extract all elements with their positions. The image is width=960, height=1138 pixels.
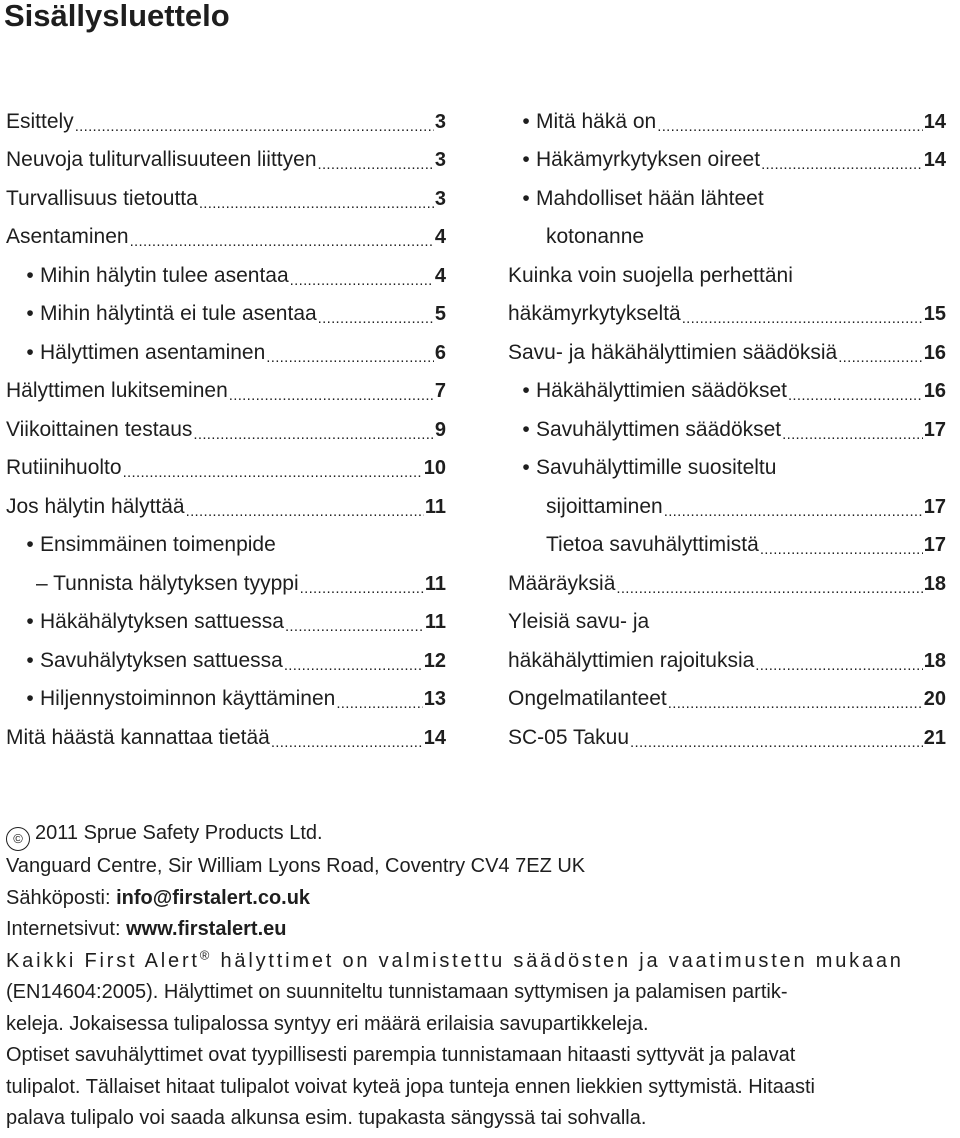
copyright-text: 2011 Sprue Safety Products Ltd. (35, 822, 323, 844)
footer (6, 818, 956, 1135)
toc-entry-label (536, 110, 656, 134)
toc-page-number: 11 (424, 611, 446, 633)
toc-entry-label (40, 533, 276, 557)
toc-entry-text: Rutiinihuolto (6, 456, 122, 479)
bullet-icon: • (522, 456, 530, 479)
toc-entry[interactable] (508, 447, 946, 486)
toc-entry[interactable] (6, 331, 446, 370)
toc-entry-label (6, 456, 122, 480)
leader-dots (664, 495, 923, 519)
toc-entry-label (6, 187, 198, 211)
leader-dots (271, 726, 423, 750)
toc-page-number: 5 (434, 303, 446, 325)
bullet-icon: • (26, 648, 34, 672)
email-link[interactable]: info@firstalert.co.uk (116, 886, 311, 909)
toc-page-number: 3 (434, 187, 446, 210)
toc-page-number: 14 (423, 726, 446, 749)
toc-page-number: 16 (923, 341, 946, 364)
toc-entry-label (536, 418, 781, 442)
toc-entry[interactable] (6, 293, 446, 332)
registered-mark: ® (199, 946, 213, 962)
leader-dots (193, 418, 433, 442)
toc-entry-text: – Tunnista hälytyksen tyyppi (36, 571, 299, 595)
bullet-icon: • (522, 148, 530, 171)
toc-entry-text: Mihin hälytin tulee asentaa (40, 263, 289, 287)
copyright-icon: © (6, 827, 30, 851)
toc-entry[interactable] (6, 177, 446, 216)
toc-page-number: 4 (434, 264, 446, 287)
leader-dots (186, 495, 424, 519)
toc-page-number: 17 (923, 418, 946, 441)
bullet-icon: • (26, 687, 34, 710)
leader-dots (318, 302, 434, 326)
toc-entry-text: häkähälyttimien rajoituksia (508, 648, 755, 672)
toc-entry-text: Hiljennystoiminnon käyttäminen (40, 687, 336, 710)
toc-entry-text: kotonanne (546, 225, 645, 248)
web-link[interactable]: www.firstalert.eu (126, 918, 287, 940)
leader-dots (682, 302, 923, 326)
toc-entry-text: Mitä häästä kannattaa tietää (6, 725, 270, 749)
toc-entry-label (508, 302, 681, 326)
leader-dots (616, 572, 922, 596)
toc-entry[interactable] (508, 485, 946, 524)
toc-entry-label (6, 148, 317, 172)
toc-entry-label (6, 726, 270, 750)
toc-entry-label (536, 148, 760, 172)
bullet-icon: • (522, 379, 530, 402)
email-line (6, 883, 956, 915)
leader-dots (755, 649, 922, 673)
toc-entry-text: Mahdolliset hään lähteet (536, 186, 764, 210)
toc-entry[interactable] (508, 100, 946, 139)
toc-page-number: 13 (423, 688, 446, 710)
toc-page-number: 18 (923, 649, 946, 672)
paragraph-1-line-3: keleja. Jokaisessa tulipalossa syntyy eri määrä erilaisia savupartikkeleja. (6, 1012, 649, 1035)
toc-entry-label (508, 687, 667, 711)
toc-entry[interactable] (6, 524, 446, 563)
toc-entry[interactable] (6, 485, 446, 524)
toc-entry[interactable] (6, 100, 446, 139)
toc-entry-text: Kuinka voin suojella perhettäni (508, 263, 793, 287)
toc-entry[interactable] (6, 678, 446, 717)
toc-entry[interactable] (508, 177, 946, 216)
toc-entry[interactable] (508, 293, 946, 332)
toc-entry-text: Jos hälytin hälyttää (6, 494, 185, 518)
toc-page-number: 11 (424, 495, 446, 518)
toc-entry[interactable] (6, 447, 446, 486)
toc-entry-text: Ensimmäinen toimenpide (40, 533, 276, 556)
address-line: Vanguard Centre, Sir William Lyons Road, Coventry CV4 7EZ UK (6, 855, 586, 877)
bullet-icon: • (522, 186, 530, 210)
toc-page-number: 17 (923, 495, 946, 518)
toc-entry-text: Neuvoja tuliturvallisuuteen liittyen (6, 148, 317, 171)
toc-entry[interactable] (508, 139, 946, 178)
toc-entry[interactable] (508, 216, 946, 255)
toc-page-number: 9 (434, 418, 446, 441)
toc-page-number: 18 (923, 572, 946, 595)
toc-page-number: 3 (434, 149, 446, 171)
leader-dots (300, 572, 424, 596)
toc-entry-text: Mihin hälytintä ei tule asentaa (40, 302, 317, 325)
toc-entry-label (508, 610, 649, 634)
toc-entry-label (536, 456, 776, 480)
toc-entry-label (536, 187, 764, 211)
toc-page-number: 20 (923, 688, 946, 710)
toc-entry-label (6, 379, 228, 403)
leader-dots (318, 148, 434, 172)
toc-entry-label (508, 572, 615, 596)
leader-dots (668, 687, 923, 711)
toc-entry-text: sijoittaminen (546, 494, 663, 518)
toc-right-column (508, 100, 946, 755)
toc-page-number: 4 (434, 226, 446, 248)
toc-entry-label (508, 341, 837, 365)
toc-entry-label (40, 610, 284, 634)
bullet-icon: • (26, 610, 34, 633)
toc-entry-text: Savuhälytyksen sattuessa (40, 648, 283, 672)
toc-entry-label (40, 649, 283, 673)
toc-entry-label (546, 533, 759, 557)
toc-page-number: 14 (923, 110, 946, 133)
toc-entry[interactable] (508, 331, 946, 370)
para1-text-b: hälyttimet on valmistettu säädösten ja vaatimusten mukaan (212, 949, 904, 972)
toc-page-number: 21 (923, 726, 946, 749)
toc-page-number: 11 (424, 572, 446, 595)
toc-entry-label (40, 687, 335, 711)
toc-entry[interactable] (6, 716, 446, 755)
bullet-icon: • (26, 263, 34, 287)
toc-entry-text: Asentaminen (6, 225, 129, 248)
toc-entry-text: Turvallisuus tietoutta (6, 186, 198, 210)
toc-entry[interactable] (6, 408, 446, 447)
leader-dots (782, 418, 923, 442)
toc-page-number: 17 (923, 534, 946, 556)
leader-dots (838, 341, 923, 365)
toc-entry-label (40, 341, 265, 365)
toc-page-number: 15 (923, 303, 946, 325)
leader-dots (760, 533, 923, 557)
toc-page-number: 3 (434, 110, 446, 133)
toc-page-number: 10 (423, 457, 446, 479)
page-title: Sisällysluettelo (4, 0, 230, 33)
toc-entry-text: Häkämyrkytyksen oireet (536, 148, 761, 171)
paragraph-1-line-1 (6, 946, 956, 978)
toc-entry-text: häkämyrkytykseltä (508, 302, 681, 325)
toc-entry[interactable] (6, 639, 446, 678)
toc-entry[interactable] (508, 716, 946, 755)
toc-entry-label (6, 110, 74, 134)
toc-entry[interactable] (6, 216, 446, 255)
leader-dots (229, 379, 434, 403)
toc-entry-label (546, 225, 644, 249)
toc-entry-label (6, 225, 129, 249)
leader-dots (75, 110, 434, 134)
leader-dots (630, 726, 923, 750)
toc-entry-label (508, 726, 629, 750)
toc-entry-text: Savuhälyttimille suositeltu (536, 456, 777, 479)
toc-page-number: 14 (923, 149, 946, 171)
toc-entry-text: Tietoa savuhälyttimistä (546, 533, 759, 556)
toc-entry-label (36, 572, 299, 596)
paragraph-2-line-3: palava tulipalo voi saada alkunsa esim. tupakasta sängyssä tai sohvalla. (6, 1107, 647, 1129)
toc-entry-label (40, 264, 289, 288)
toc-entry-text: Mitä häkä on (536, 109, 657, 133)
paragraph-2-line-1: Optiset savuhälyttimet ovat tyypillisesti parempia tunnistamaan hitaasti syttyvät ja palavat (6, 1044, 796, 1066)
toc-entry-text: Ongelmatilanteet (508, 687, 667, 710)
toc-page-number: 6 (434, 341, 446, 364)
leader-dots (336, 687, 422, 711)
toc-entry[interactable] (6, 370, 446, 409)
toc-entry-text: SC-05 Takuu (508, 725, 630, 749)
toc-entry[interactable] (508, 524, 946, 563)
leader-dots (130, 225, 434, 249)
toc-entry-text: Häkähälytyksen sattuessa (40, 610, 284, 633)
toc-entry[interactable] (6, 601, 446, 640)
bullet-icon: • (26, 302, 34, 325)
toc-entry[interactable] (508, 639, 946, 678)
toc-entry-label (536, 379, 787, 403)
web-line (6, 914, 956, 946)
leader-dots (266, 341, 434, 365)
toc-entry[interactable] (508, 408, 946, 447)
email-label: Sähköposti: (6, 886, 111, 909)
toc-entry-text: Hälyttimen lukitseminen (6, 379, 228, 402)
toc-entry-text: Savuhälyttimen säädökset (536, 417, 782, 441)
bullet-icon: • (26, 340, 34, 364)
bullet-icon: • (522, 417, 530, 441)
toc-entry[interactable] (508, 254, 946, 293)
toc-page-number: 7 (434, 380, 446, 402)
toc-entry-label (40, 302, 317, 326)
toc-entry-text: Viikoittainen testaus (6, 417, 193, 441)
leader-dots (657, 110, 923, 134)
toc-entry-text: Määräyksiä (508, 571, 616, 595)
toc-entry[interactable] (6, 139, 446, 178)
toc-entry[interactable] (508, 678, 946, 717)
toc-entry-label (508, 264, 793, 288)
toc-entry[interactable] (508, 370, 946, 409)
para1-text-a: Kaikki First Alert (6, 949, 200, 972)
toc-entry-text: Yleisiä savu- ja (508, 610, 650, 633)
paragraph-1-line-2: (EN14604:2005). Hälyttimet on suunniteltu tunnistamaan syttymisen ja palamisen partik- (6, 981, 788, 1003)
web-label: Internetsivut: (6, 918, 121, 940)
toc-entry-label (546, 495, 663, 519)
bullet-icon: • (522, 109, 530, 133)
toc-entry-text: Esittely (6, 109, 74, 133)
toc-entry[interactable] (6, 562, 446, 601)
leader-dots (199, 187, 434, 211)
leader-dots (788, 379, 923, 403)
leader-dots (285, 610, 424, 634)
toc-entry[interactable] (508, 601, 946, 640)
toc-entry-text: Häkähälyttimien säädökset (536, 379, 787, 402)
toc-entry-label (6, 495, 185, 519)
paragraph-2-line-2: tulipalot. Tällaiset hitaat tulipalot voivat kyteä jopa tunteja ennen liekkien syttymistä. Hitaasti (6, 1075, 815, 1098)
toc-entry[interactable] (6, 254, 446, 293)
leader-dots (290, 264, 434, 288)
leader-dots (284, 649, 423, 673)
toc-entry-label (6, 418, 192, 442)
leader-dots (123, 456, 423, 480)
toc-left-column (6, 100, 446, 755)
toc-entry-text: Savu- ja häkähälyttimien säädöksiä (508, 340, 838, 364)
toc-entry-text: Hälyttimen asentaminen (40, 340, 266, 364)
toc-entry-label (508, 649, 754, 673)
bullet-icon: • (26, 533, 34, 556)
toc-page-number: 12 (423, 649, 446, 672)
copyright-line (6, 818, 956, 851)
toc-entry[interactable] (508, 562, 946, 601)
toc-page-number: 16 (923, 380, 946, 402)
leader-dots (761, 148, 923, 172)
